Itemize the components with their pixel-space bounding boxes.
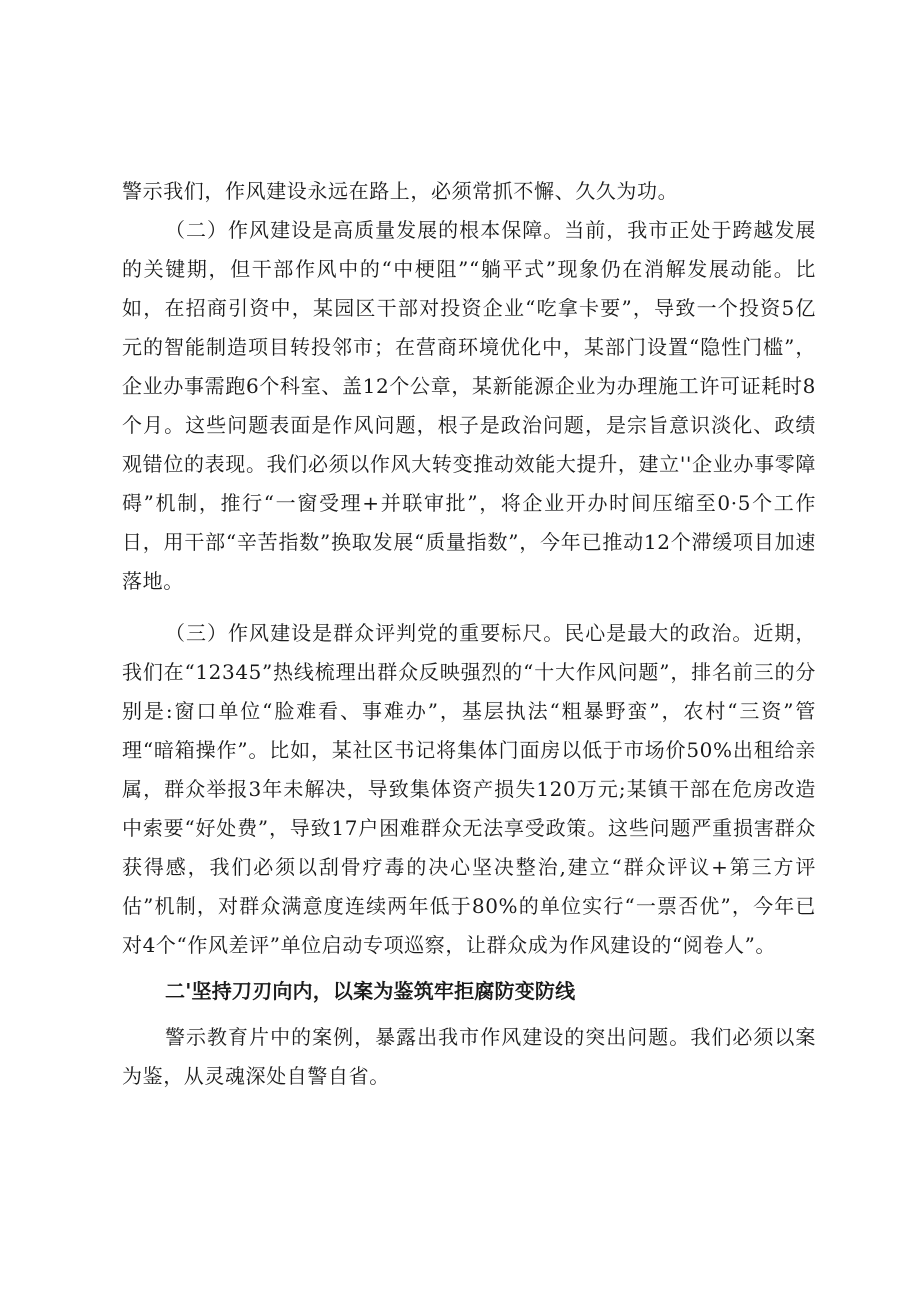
section-heading: 二'坚持刀刃向内，以案为鉴筑牢拒腐防变防线 [165,979,576,1003]
paragraph-continuation: 警示我们，作风建设永远在路上，必须常抓不懈、久久为功。 [122,179,679,203]
paragraph-case-intro: 警示教育片中的案例，暴露出我市作风建设的突出问题。我们必须以案为鉴，从灵魂深处自警自省。 [122,1025,816,1088]
paragraph-section-three: （三）作风建设是群众评判党的重要标尺。民心是最大的政治。近期，我们在“12345”热线梳理出群众反映强烈的“十大作风问题”，排名前三的分别是:窗口单位“脸难看、事难办”，基层执法“粗暴野蛮”，农村“三资”管理“暗箱操作”。比如，某社区书记将集体门面房以低于市场价50%出租给亲属，群众举报3年未解决，导致集体资产损失120万元;某镇干部在危房改造中索要“好处费”，导致17户困难群众无法享受政策。这些问题严重损害群众获得感，我们必须以刮骨疗毒的决心坚决整治,建立“群众评议+第三方评估”机制，对群众满意度连续两年低于80%的单位实行“一票否优”，今年已对4个“作风差评”单位启动专项巡察，让群众成为作风建设的“阅卷人”。 [122,621,816,957]
paragraph-section-two: （二）作风建设是高质量发展的根本保障。当前，我市正处于跨越发展的关键期，但干部作风中的“中梗阻”“躺平式”现象仍在消解发展动能。比如，在招商引资中，某园区干部对投资企业“吃拿卡要”，导致一个投资5亿元的智能制造项目转投邻市；在营商环境优化中，某部门设置“隐性门槛”，企业办事需跑6个科室、盖12个公章，某新能源企业为办理施工许可证耗时8个月。这些问题表面是作风问题，根子是政治问题，是宗旨意识淡化、政绩观错位的表现。我们必须以作风大转变推动效能大提升，建立''企业办事零障碍”机制，推行“一窗受理+并联审批”，将企业开办时间压缩至0·5个工作日，用干部“辛苦指数”换取发展“质量指数”，今年已推动12个滞缓项目加速落地。 [122,218,816,593]
